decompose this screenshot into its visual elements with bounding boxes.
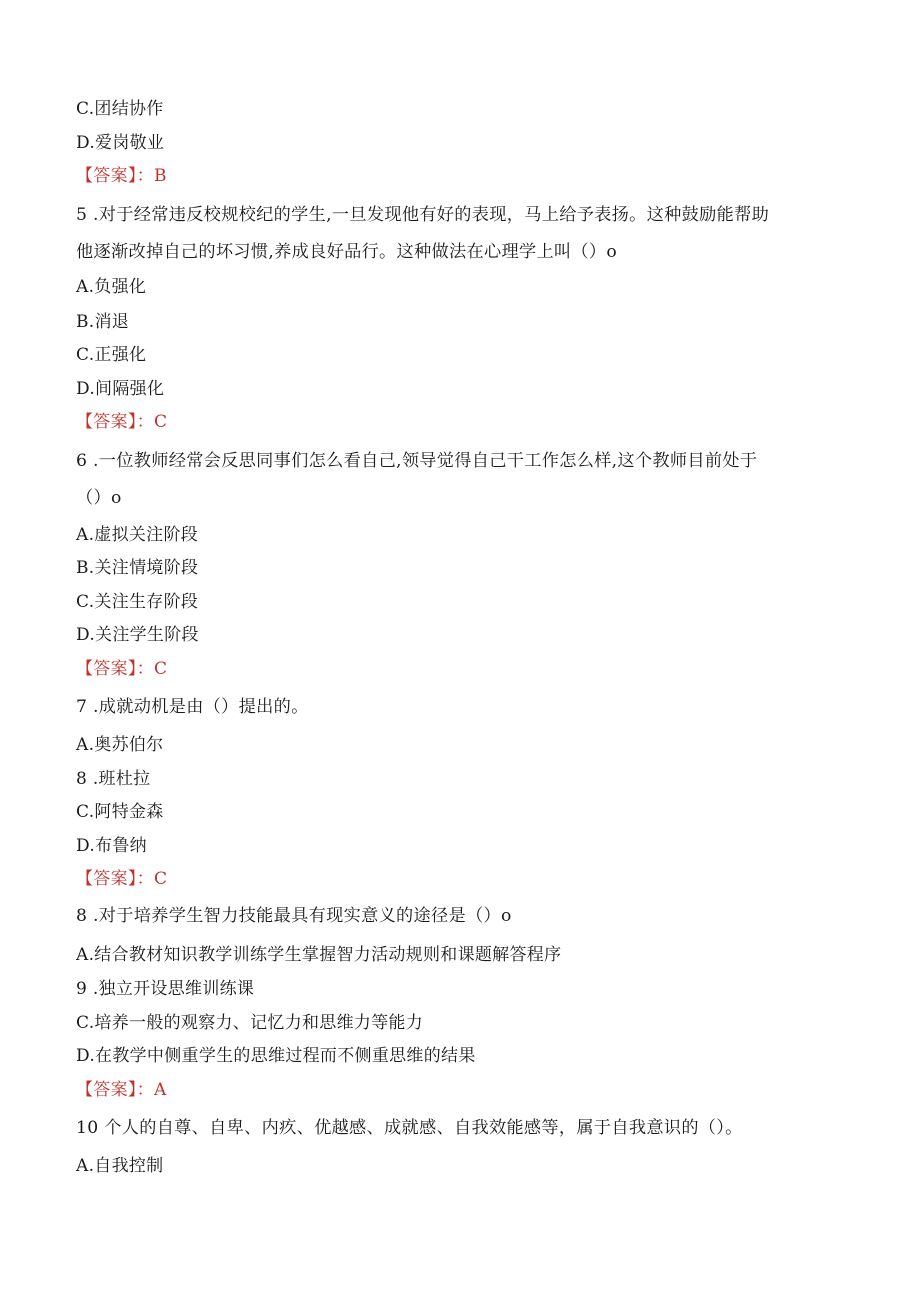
q8-option-a: A.结合教材知识教学训练学生掌握智力活动规则和课题解答程序	[76, 945, 562, 965]
q6-option-c: C.关注生存阶段	[76, 592, 199, 612]
answer-6: 【答案】：C	[76, 659, 168, 679]
answer-4: 【答案】：B	[76, 166, 167, 186]
q5-option-c: C.正强化	[76, 345, 147, 365]
option-c-teamwork: C.团结协作	[76, 99, 164, 119]
question-8: 8 .对于培养学生智力技能最具有现实意义的途径是（）o	[76, 906, 512, 926]
q7-option-d: D.布鲁纳	[76, 836, 147, 856]
q6-option-d: D.关注学生阶段	[76, 625, 199, 645]
question-7: 7 .成就动机是由（）提出的。	[76, 697, 309, 717]
q8-option-c: C.培养一般的观察力、记忆力和思维力等能力	[76, 1013, 424, 1033]
question-6-line-2: （）o	[76, 488, 122, 508]
q7-option-b: 8 .班杜拉	[76, 769, 151, 789]
question-5-line-1: 5 .对于经常违反校规校纪的学生,一旦发现他有好的表现，马上给予表扬。这种鼓励能帮助	[76, 205, 770, 225]
question-5-line-2: 他逐渐改掉自己的坏习惯,养成良好品行。这种做法在心理学上叫（）o	[76, 242, 618, 262]
q7-option-a: A.奥苏伯尔	[76, 735, 164, 755]
q8-option-d: D.在教学中侧重学生的思维过程而不侧重思维的结果	[76, 1046, 476, 1066]
answer-5: 【答案】：C	[76, 412, 168, 432]
q8-option-b: 9 .独立开设思维训练课	[76, 979, 255, 999]
answer-7: 【答案】：C	[76, 869, 168, 889]
option-d-dedication: D.爱岗敬业	[76, 133, 165, 153]
q6-option-a: A.虚拟关注阶段	[76, 525, 199, 545]
question-6-line-1: 6 .一位教师经常会反思同事们怎么看自己,领导觉得自己干工作怎么样,这个教师目前处于	[76, 451, 758, 471]
q5-option-b: B.消退	[76, 312, 130, 332]
question-10: 10 个人的自尊、自卑、内疚、优越感、成就感、自我效能感等，属于自我意识的（）。	[76, 1118, 743, 1138]
q6-option-b: B.关注情境阶段	[76, 558, 199, 578]
q5-option-a: A.负强化	[76, 277, 147, 297]
q10-option-a: A.自我控制	[76, 1156, 164, 1176]
q5-option-d: D.间隔强化	[76, 379, 165, 399]
q7-option-c: C.阿特金森	[76, 802, 164, 822]
answer-8: 【答案】：A	[76, 1080, 167, 1100]
